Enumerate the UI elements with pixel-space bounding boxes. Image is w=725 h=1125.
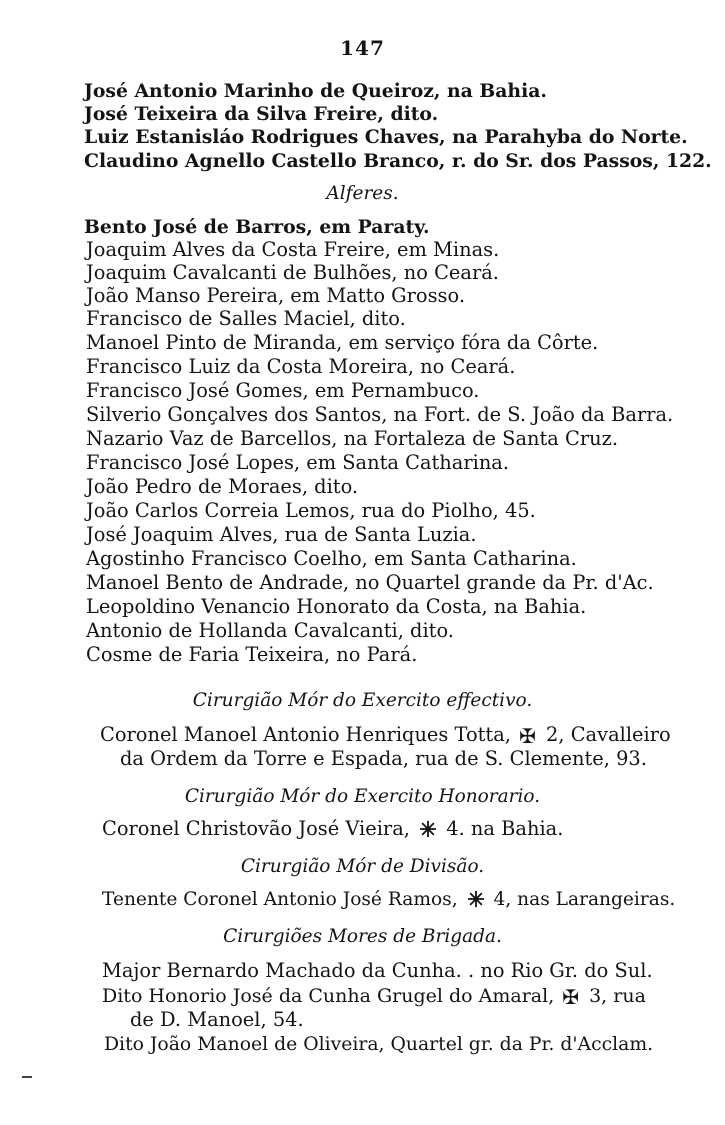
entry-henriques-totta-cont: da Ordem da Torre e Espada, rua de S. Clemente, 93. xyxy=(120,747,647,770)
entry-joao-carlos: João Carlos Correia Lemos, rua do Piolho, 45. xyxy=(86,499,536,522)
heading-brigada: Cirurgiões Mores de Brigada. xyxy=(223,926,502,947)
entry-antonio-ramos-rest: 4, nas Larangeiras. xyxy=(493,889,676,910)
entry-honorio-grugel xyxy=(102,985,646,1007)
entry-antonio-hollanda: Antonio de Hollanda Cavalcanti, dito. xyxy=(86,619,454,642)
cross-of-order-icon: ✠ xyxy=(519,724,536,748)
entry-christovao-vieira xyxy=(102,818,563,840)
entry-agostinho-coelho: Agostinho Francisco Coelho, em Santa Catharina. xyxy=(86,547,577,570)
alferes-heading: Alferes. xyxy=(326,183,399,204)
entry-silverio-goncalves: Silverio Gonçalves dos Santos, na Fort. de S. João da Barra. xyxy=(86,403,674,426)
stray-ink-mark xyxy=(22,1076,32,1078)
rosette-decoration-icon xyxy=(467,890,485,908)
entry-henriques-totta xyxy=(100,724,671,746)
entry-nazario-vaz: Nazario Vaz de Barcellos, na Fortaleza de Santa Cruz. xyxy=(86,427,618,450)
entry-francisco-salles: Francisco de Salles Maciel, dito. xyxy=(86,307,406,330)
entry-joao-oliveira: Dito João Manoel de Oliveira, Quartel gr. da Pr. d'Acclam. xyxy=(104,1034,654,1055)
entry-rodrigues-chaves: Luiz Estanisláo Rodrigues Chaves, na Parahyba do Norte. xyxy=(84,126,688,148)
entry-jose-joaquim: José Joaquim Alves, rua de Santa Luzia. xyxy=(86,523,477,546)
page-number: 147 xyxy=(340,36,385,60)
heading-divisao: Cirurgião Mór de Divisão. xyxy=(240,856,485,877)
entry-manoel-bento: Manoel Bento de Andrade, no Quartel grande da Pr. d'Ac. xyxy=(86,571,654,594)
heading-exercito-honorario: Cirurgião Mór do Exercito Honorario. xyxy=(184,786,541,807)
entry-christovao-vieira-rest: 4. na Bahia. xyxy=(446,817,564,840)
rosette-decoration-icon xyxy=(419,820,437,838)
entry-henriques-totta-rest: 2, Cavalleiro xyxy=(546,723,671,746)
entry-leopoldino: Leopoldino Venancio Honorato da Costa, na Bahia. xyxy=(86,595,587,618)
entry-antonio-ramos-name: Tenente Coronel Antonio José Ramos, xyxy=(102,889,458,910)
entry-cosme-faria: Cosme de Faria Teixeira, no Pará. xyxy=(86,643,418,666)
entry-manoel-pinto: Manoel Pinto de Miranda, em serviço fóra da Côrte. xyxy=(86,331,599,354)
entry-francisco-luiz: Francisco Luiz da Costa Moreira, no Ceará. xyxy=(86,355,516,378)
entry-joao-pedro: João Pedro de Moraes, dito. xyxy=(86,475,359,498)
entry-joaquim-cavalcanti: Joaquim Cavalcanti de Bulhões, no Ceará. xyxy=(86,261,499,284)
entry-honorio-grugel-name: Dito Honorio José da Cunha Grugel do Amaral, xyxy=(102,985,555,1007)
entry-honorio-grugel-cont: de D. Manoel, 54. xyxy=(130,1008,304,1031)
entry-castello-branco: Claudino Agnello Castello Branco, r. do Sr. dos Passos, 122. xyxy=(84,150,712,172)
heading-exercito-effectivo: Cirurgião Mór do Exercito effectivo. xyxy=(192,690,533,711)
cross-of-order-icon: ✠ xyxy=(562,985,580,1009)
entry-joaquim-alves-costa: Joaquim Alves da Costa Freire, em Minas. xyxy=(86,238,500,261)
entry-honorio-grugel-rest: 3, rua xyxy=(589,985,646,1007)
entry-christovao-vieira-name: Coronel Christovão José Vieira, xyxy=(102,817,410,840)
entry-joao-manso: João Manso Pereira, em Matto Grosso. xyxy=(86,284,465,307)
entry-antonio-ramos xyxy=(102,889,675,911)
entry-francisco-gomes: Francisco José Gomes, em Pernambuco. xyxy=(86,379,480,402)
entry-francisco-lopes: Francisco José Lopes, em Santa Catharina. xyxy=(86,451,510,474)
entry-teixeira-freire: José Teixeira da Silva Freire, dito. xyxy=(84,103,439,125)
entry-bernardo-machado: Major Bernardo Machado da Cunha. . no Rio Gr. do Sul. xyxy=(102,959,653,982)
entry-henriques-totta-name: Coronel Manoel Antonio Henriques Totta, xyxy=(100,723,511,746)
entry-marinho-queiroz: José Antonio Marinho de Queiroz, na Bahia. xyxy=(84,80,547,102)
entry-bento-barros: Bento José de Barros, em Paraty. xyxy=(84,216,430,238)
